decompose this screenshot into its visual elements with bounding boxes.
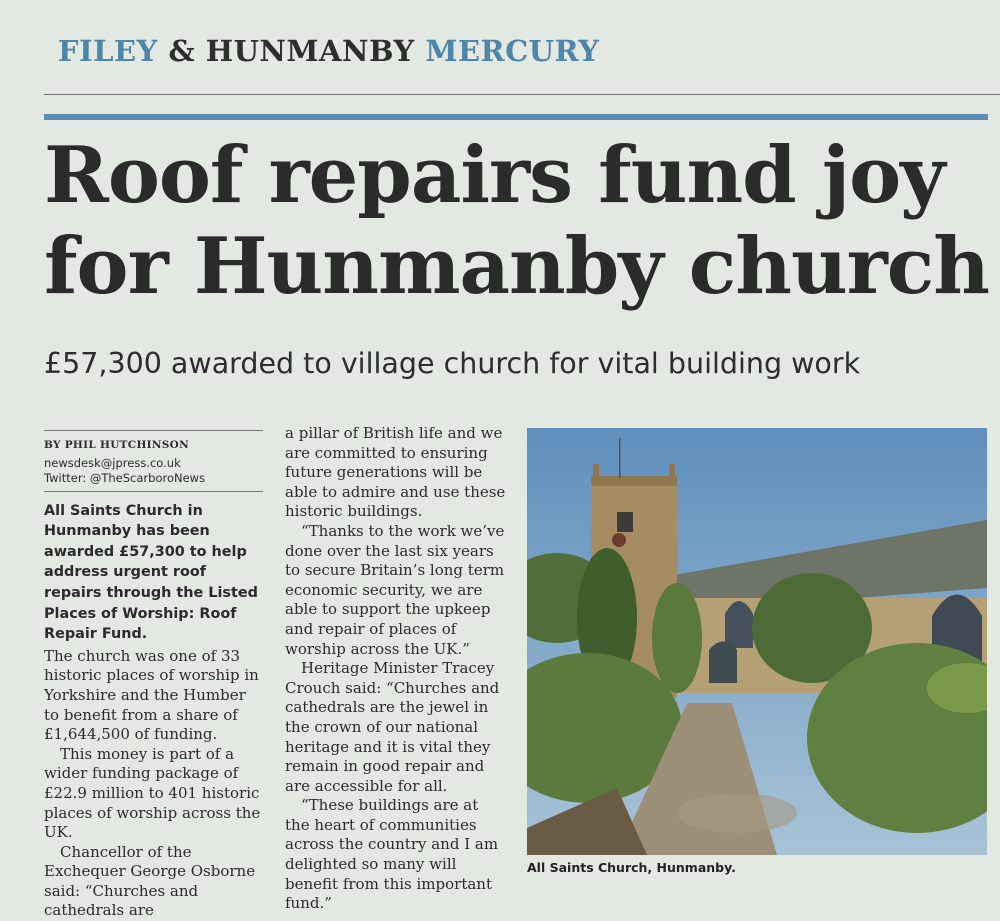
- masthead-filey: FILEY: [58, 34, 158, 68]
- masthead: [58, 34, 599, 68]
- body-paragraph: “These buildings are at the heart of communities across the country and I am delighted so many will benefit from this important fund.”: [285, 796, 499, 913]
- body-paragraph: The church was one of 33 historic places of worship in Yorkshire and the Humber to benefit from a share of £1,644,500 of funding.: [44, 646, 259, 744]
- body-paragraph: Heritage Minister Tracey Crouch said: “Churches and cathedrals are the jewel in the crown of our national heritage and it is vital they remain in good repair and are accessible for all.: [285, 659, 500, 795]
- body-paragraph: This money is part of a wider funding package of £22.9 million to 401 historic places of worship across the UK.: [44, 744, 261, 842]
- photo-caption: All Saints Church, Hunmanby.: [527, 860, 736, 875]
- standfirst: £57,300 awarded to village church for vital building work: [44, 347, 861, 380]
- article-column-2: [285, 424, 507, 914]
- body-paragraph: Chancellor of the Exchequer George Osborne said: “Churches and cathedrals are: [44, 842, 256, 920]
- masthead-hunmanby: & HUNMANBY: [157, 34, 426, 68]
- headline: [44, 130, 1000, 312]
- top-rule: [44, 94, 1000, 95]
- byline-author: BY PHIL HUTCHINSON: [44, 439, 190, 451]
- article-column-1: [44, 430, 263, 921]
- church-photo: [527, 428, 987, 855]
- headline-line-2: for Hunmanby church: [44, 221, 989, 312]
- byline-email: newsdesk@jpress.co.uk: [44, 455, 181, 470]
- headline-line-1: Roof repairs fund joy: [44, 130, 945, 221]
- body-paragraph: a pillar of British life and we are committed to ensuring future generations will be able to admire and use these historic buildings.: [285, 424, 506, 521]
- accent-rule: [44, 114, 988, 120]
- body-paragraph: “Thanks to the work we’ve done over the last six years to secure Britain’s long term economic security, we are able to support the upkeep and repair of places of worship across the UK.”: [285, 521, 505, 658]
- intro-paragraph: All Saints Church in Hunmanby has been awarded £57,300 to help address urgent roof repairs through the Listed Places of Worship: Roof Repair Fund.: [44, 502, 258, 643]
- masthead-mercury: MERCURY: [425, 34, 600, 68]
- byline-twitter: Twitter: @TheScarboroNews: [44, 470, 206, 485]
